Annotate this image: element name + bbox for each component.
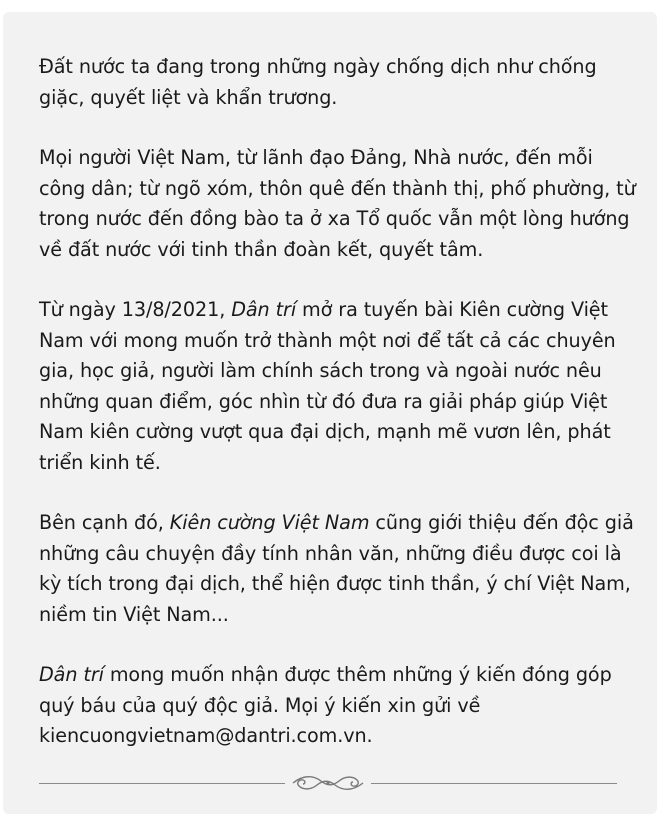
- paragraph-5-body: mong muốn nhận được thêm những ý kiến đóng góp quý báu của quý độc giả. Mọi ý kiến xin gửi về kiencuongvietnam@dantri.com.vn.: [39, 663, 612, 747]
- paragraph-3-intro: Từ ngày 13/8/2021,: [39, 298, 232, 321]
- divider-line-right: [371, 783, 617, 784]
- ornamental-divider: [39, 771, 617, 795]
- paragraph-4-body: cũng giới thiệu đến độc giả những câu chuyện đầy tính nhân văn, những điều được coi là kỳ tích trong đại dịch, thể hiện được tinh thần, ý chí Việt Nam, niềm tin Việt Nam...: [39, 511, 634, 626]
- paragraph-5: [39, 660, 639, 752]
- paragraph-1: Đất nước ta đang trong những ngày chống dịch như chống giặc, quyết liệt và khẩn trương.: [39, 55, 597, 109]
- series-name: Kiên cường Việt Nam: [169, 511, 370, 534]
- article-body: [39, 52, 639, 782]
- paragraph-2: Mọi người Việt Nam, từ lãnh đạo Đảng, Nhà nước, đến mỗi công dân; từ ngõ xóm, thôn quê đến thành thị, phố phường, từ trong nước đến đồng bào ta ở xa Tổ quốc vẫn một lòng hướng về đất nước với tinh thần đoàn kết, quyết tâm.: [39, 146, 636, 261]
- flourish-ornament-icon: [289, 771, 367, 795]
- paragraph-3: [39, 295, 639, 478]
- divider-line-left: [39, 783, 285, 784]
- article-box: [3, 12, 657, 814]
- dantri-name-2: Dân trí: [39, 663, 104, 686]
- paragraph-4-intro: Bên cạnh đó,: [39, 511, 170, 534]
- dantri-name: Dân trí: [231, 298, 297, 321]
- paragraph-4: [39, 508, 639, 630]
- paragraph-3-body: mở ra tuyến bài Kiên cường Việt Nam với mong muốn trở thành một nơi để tất cả các chuyên gia, học giả, người làm chính sách trong và ngoài nước nêu những quan điểm, góc nhìn từ đó đưa ra giải pháp giúp Việt Nam kiên cường vượt qua đại dịch, mạnh mẽ vươn lên, phát triển kinh tế.: [39, 298, 616, 474]
